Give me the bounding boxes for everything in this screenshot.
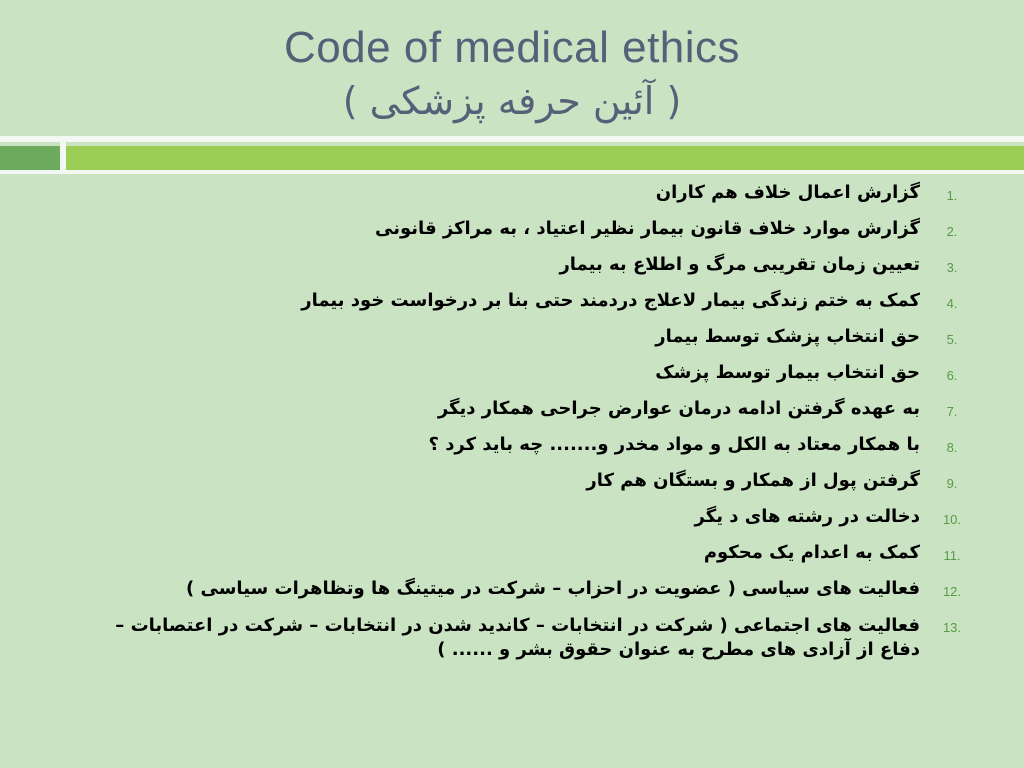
list-item <box>0 468 1024 504</box>
list-number: 7. <box>946 404 958 419</box>
list-item <box>0 612 1024 662</box>
list-number: 8. <box>946 440 958 455</box>
list-text: حق انتخاب بیمار توسط پزشک <box>655 362 920 383</box>
list-text: گزارش اعمال خلاف هم کاران <box>655 182 920 203</box>
list-item <box>0 504 1024 540</box>
list-number: 6. <box>946 368 958 383</box>
accent-bar-left <box>0 146 60 170</box>
list-text: کمک به اعدام یک محکوم <box>703 542 920 563</box>
list-item <box>0 576 1024 612</box>
list-text: با همکار معتاد به الکل و مواد مخدر و....... چه باید کرد ؟ <box>428 434 920 455</box>
list-text: کمک به ختم زندگی بیمار لاعلاج دردمند حتی بنا بر درخواست خود بیمار <box>301 290 920 311</box>
list-item <box>0 180 1024 216</box>
accent-bar-right <box>66 146 1024 170</box>
list-text: گرفتن پول از همکار و بستگان هم کار <box>586 470 920 491</box>
list-text: به عهده گرفتن ادامه درمان عوارض جراحی همکار دیگر <box>437 398 920 419</box>
list-text: فعالیت های سیاسی ( عضویت در احزاب – شرکت در میتینگ ها وتظاهرات سیاسی ) <box>186 578 920 599</box>
list-item <box>0 288 1024 324</box>
list-text: حق انتخاب پزشک توسط بیمار <box>655 326 920 347</box>
list-number: 1. <box>946 188 958 203</box>
list-text: دخالت در رشته های د یگر <box>694 506 920 527</box>
list-text: فعالیت های اجتماعی ( شرکت در انتخابات – کاندید شدن در انتخابات – شرکت در اعتصابات – دفاع از آزادی های مطرح به عنوان حقوق بشر و ...... ) <box>115 615 920 660</box>
divider-top <box>0 136 1024 142</box>
list-item <box>0 324 1024 360</box>
title-persian: ( آئین حرفه پزشکی ) <box>342 79 682 123</box>
list-item <box>0 396 1024 432</box>
list-number: 3. <box>946 260 958 275</box>
list-number: 9. <box>946 476 958 491</box>
list-item <box>0 252 1024 288</box>
list-text: گزارش موارد خلاف قانون بیمار نظیر اعتیاد ، به مراکز قانونی <box>375 218 920 239</box>
title-english: Code of medical ethics <box>283 23 741 72</box>
list-item <box>0 216 1024 252</box>
divider-bottom <box>0 170 1024 174</box>
list-item <box>0 360 1024 396</box>
list-number: 10. <box>942 512 962 527</box>
list-number: 4. <box>946 296 958 311</box>
list-number: 13. <box>942 620 962 635</box>
list-number: 5. <box>946 332 958 347</box>
list-item <box>0 432 1024 468</box>
ethics-list <box>0 180 1024 662</box>
list-number: 11. <box>943 548 961 563</box>
slide-title <box>0 20 1024 126</box>
list-item <box>0 540 1024 576</box>
list-number: 12. <box>942 584 962 599</box>
list-number: 2. <box>946 224 958 239</box>
list-text: تعیین زمان تقریبی مرگ و اطلاع به بیمار <box>559 254 920 275</box>
